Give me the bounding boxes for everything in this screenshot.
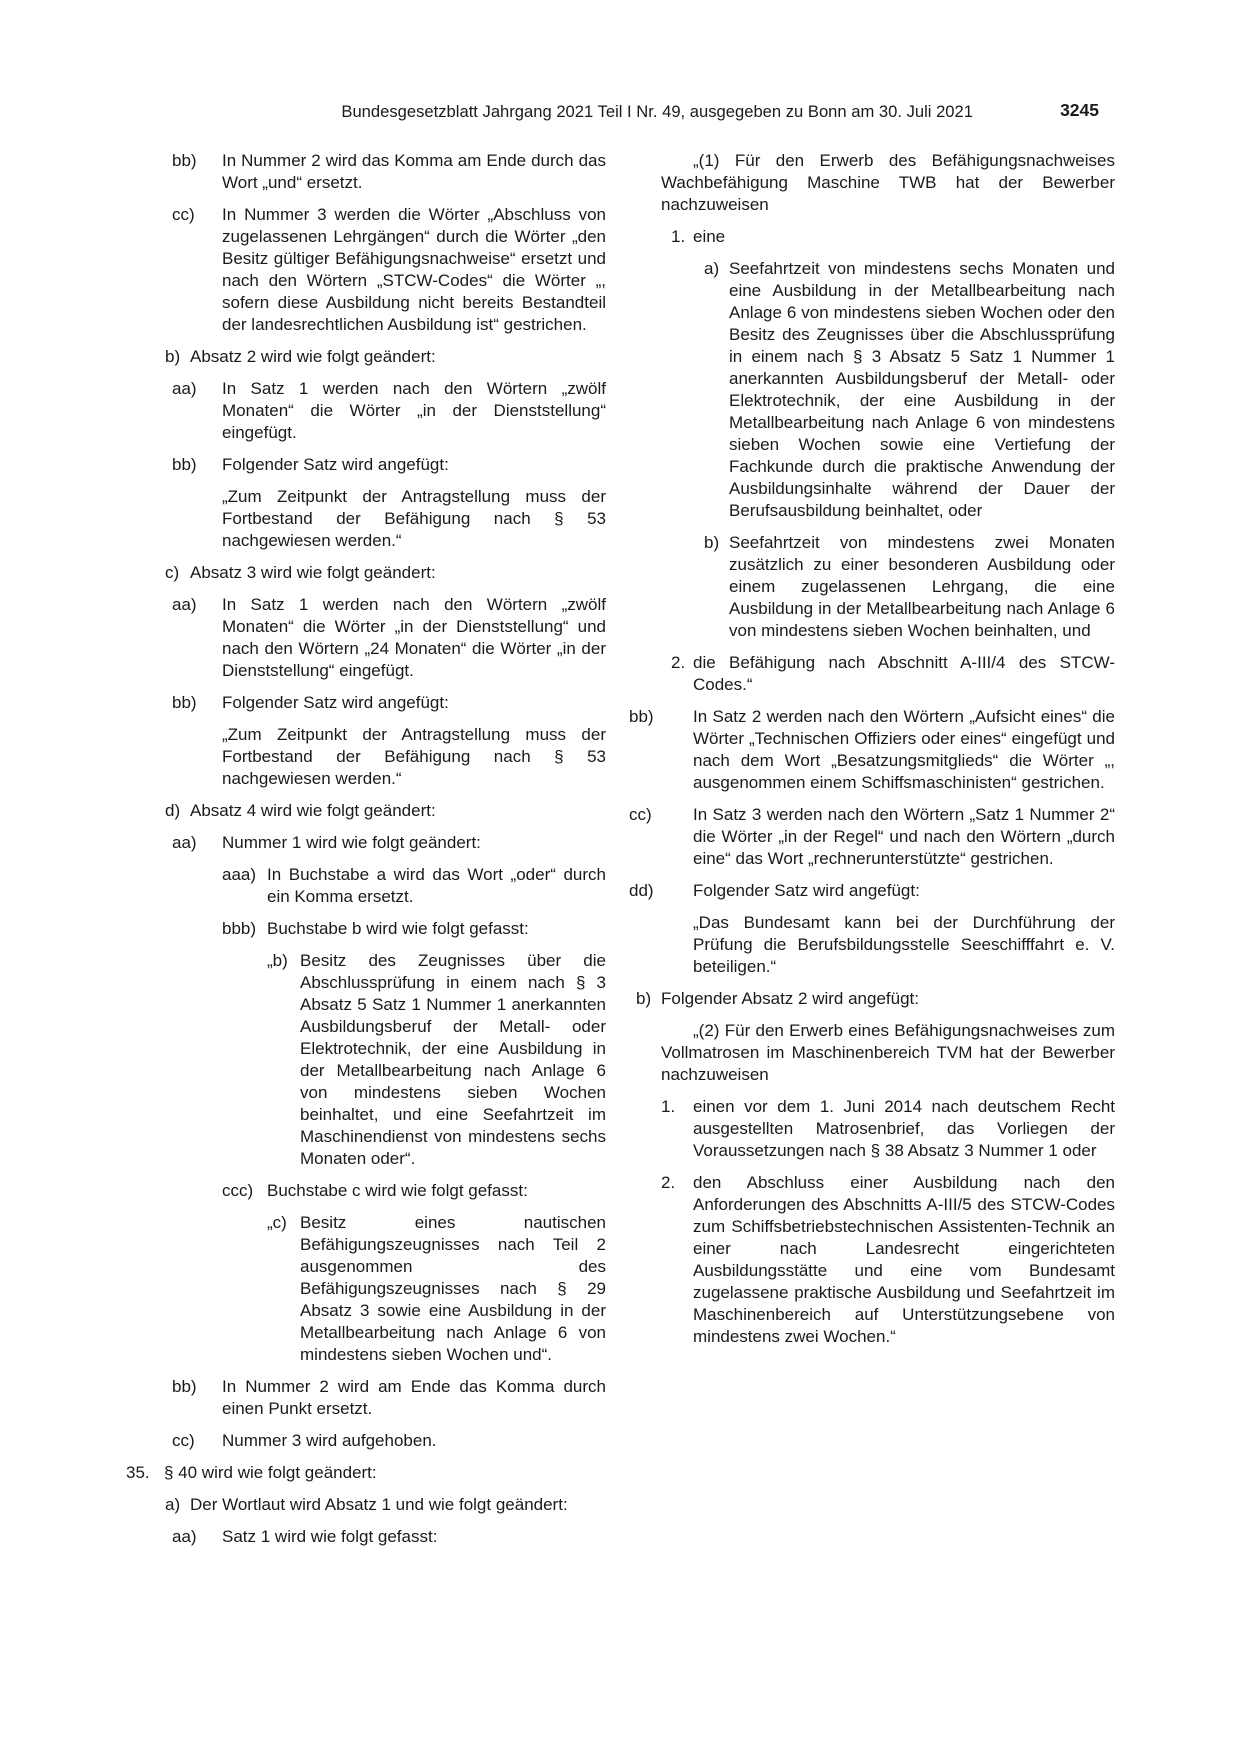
item-label: 35. (126, 1463, 150, 1482)
quoted-text: „Zum Zeitpunkt der Antragstellung muss der Fortbestand der Befähigung nach § 53 nachgewiesen werden.“ (222, 725, 606, 788)
page-header (0, 99, 1241, 123)
item-label: bb) (629, 707, 654, 726)
item-label: 1. (671, 227, 686, 246)
item-text: § 40 wird wie folgt geändert: (164, 1463, 377, 1482)
list-item (126, 1180, 606, 1202)
list-item (126, 864, 606, 908)
item-text: In Satz 1 werden nach den Wörtern „zwölf Monaten“ die Wörter „in der Dienststellung“ und nach den Wörtern „24 Monaten“ die Wörter „in der Dienststellung“ eingefügt. (222, 595, 606, 680)
list-item (661, 1096, 1115, 1162)
list-item (126, 454, 606, 476)
item-text: Nummer 3 wird aufgehoben. (222, 1431, 437, 1450)
list-item (126, 1494, 606, 1516)
item-text: Seefahrtzeit von mindestens sechs Monaten und eine Ausbildung in der Metallbearbeitung nach Anlage 6 von mindestens sieben Wochen oder den Besitz des Zeugnisses über die Abschlussprüfung in einem nach § 3 Absatz 5 Satz 1 Nummer 1 anerkannten Ausbildungsberuf der Metall- oder Elektrotechnik, der eine Ausbildung in der Metallbearbeitung nach Anlage 6 von mindestens sieben Wochen sowie eine Vertiefung der Fachkunde durch die praktische Anwendung der Ausbildungsinhalte während der Dauer der Berufsausbildung beinhaltet, oder (729, 259, 1115, 520)
item-label: aa) (172, 379, 197, 398)
item-text: Nummer 1 wird wie folgt geändert: (222, 833, 481, 852)
item-label: a) (704, 259, 720, 278)
item-text: den Abschluss einer Ausbildung nach den Anforderungen des Abschnitts A-III/5 des STCW-Codes zum Schiffsbetriebstechnischen Assistenten-Technik an einer nach Landesrecht eingerichteten Ausbildungsstätte und eine vom Bundesamt zugelassene praktische Ausbildung und Seefahrtzeit im Maschinenbereich auf Unterstützungsebene von mindestens zwei Wochen.“ (693, 1173, 1115, 1346)
item-text: Besitz eines nautischen Befähigungszeugnisses nach Teil 2 ausgenommen des Befähigungszeugnisses nach § 29 Absatz 3 sowie eine Ausbildung in der Metallbearbeitung nach Anlage 6 von mindestens sieben Wochen und“. (300, 1213, 606, 1364)
item-text: Absatz 3 wird wie folgt geändert: (190, 563, 436, 582)
item-text: In Nummer 3 werden die Wörter „Abschluss von zugelassenen Lehrgängen“ durch die Wörter „den Besitz gültiger Befähigungsnachweise“ ersetzt und nach den Wörtern „STCW-Codes“ die Wörter „, sofern diese Ausbildung nicht bereits Bestandteil der landesrechtlichen Ausbildung ist“ gestrichen. (222, 205, 606, 334)
list-item (126, 562, 606, 584)
item-text: Folgender Satz wird angefügt: (222, 693, 449, 712)
item-label: dd) (629, 881, 654, 900)
item-label: cc) (172, 1431, 195, 1450)
item-text: einen vor dem 1. Juni 2014 nach deutschem Recht ausgestellten Matrosenbrief, das Vorliegen der Voraussetzungen nach § 38 Absatz 3 Nummer 1 oder (693, 1097, 1115, 1160)
item-text: eine (693, 227, 726, 246)
item-text: In Satz 1 werden nach den Wörtern „zwölf Monaten“ die Wörter „in der Dienststellung“ eingefügt. (222, 379, 606, 442)
item-text: In Nummer 2 wird am Ende das Komma durch einen Punkt ersetzt. (222, 1377, 606, 1418)
quoted-text: „Zum Zeitpunkt der Antragstellung muss der Fortbestand der Befähigung nach § 53 nachgewiesen werden.“ (222, 487, 606, 550)
list-item (126, 594, 606, 682)
item-label: bb) (172, 693, 197, 712)
item-label: cc) (172, 205, 195, 224)
item-text: Absatz 4 wird wie folgt geändert: (190, 801, 436, 820)
list-item (126, 150, 606, 194)
item-label: cc) (629, 805, 652, 824)
list-item (126, 1376, 606, 1420)
item-text: Besitz des Zeugnisses über die Abschlussprüfung in einem nach § 3 Absatz 5 Satz 1 Nummer 1 anerkannten Ausbildungsberuf der Metall- oder Elektrotechnik, der eine Ausbildung in der Metallbearbeitung nach Anlage 6 von mindestens sieben Wochen beinhaltet, und eine Seefahrtzeit im Maschinendienst von mindestens sechs Monaten oder“. (300, 951, 606, 1168)
list-item (126, 918, 606, 940)
item-label: aa) (172, 1527, 197, 1546)
list-item (126, 1430, 606, 1452)
page-number: 3245 (1060, 100, 1099, 120)
list-item (126, 378, 606, 444)
item-label: bbb) (222, 919, 257, 938)
item-text: In Nummer 2 wird das Komma am Ende durch das Wort „und“ ersetzt. (222, 151, 606, 192)
list-item (661, 258, 1115, 522)
list-item (661, 652, 1115, 696)
item-label: a) (165, 1495, 181, 1514)
item-label: d) (165, 801, 181, 820)
item-label: c) (165, 563, 180, 582)
item-text: Absatz 2 wird wie folgt geändert: (190, 347, 436, 366)
list-item (629, 706, 1115, 794)
item-text: Folgender Satz wird angefügt: (222, 455, 449, 474)
item-text: In Satz 3 werden nach den Wörtern „Satz 1 Nummer 2“ die Wörter „in der Regel“ und nach den Wörtern „durch eine“ das Wort „rechnerunterstützte“ gestrichen. (693, 805, 1115, 868)
item-label: „c) (267, 1213, 287, 1232)
item-label: 2. (661, 1173, 676, 1192)
list-item (629, 880, 1115, 902)
quoted-text: „(2) Für den Erwerb eines Befähigungsnachweises zum Vollmatrosen im Maschinenbereich TVM hat der Bewerber nachzuweisen (661, 1021, 1115, 1084)
item-label: aa) (172, 833, 197, 852)
item-label: bb) (172, 1377, 197, 1396)
item-text: In Buchstabe a wird das Wort „oder“ durch ein Komma ersetzt. (267, 865, 606, 906)
item-text: Seefahrtzeit von mindestens zwei Monaten zusätzlich zu einer besonderen Ausbildung oder einem zugelassenen Lehrgang, die eine Ausbildung in der Metallbearbeitung nach Anlage 6 von mindestens sieben Wochen beinhalten, und (729, 533, 1115, 640)
left-column (126, 150, 606, 1558)
list-item (661, 532, 1115, 642)
item-text: Buchstabe b wird wie folgt gefasst: (267, 919, 529, 938)
item-label: „b) (267, 951, 288, 970)
header-text: Bundesgesetzblatt Jahrgang 2021 Teil I Nr. 49, ausgegeben zu Bonn am 30. Juli 2021 (341, 102, 973, 121)
list-item (126, 204, 606, 336)
item-label: b) (165, 347, 181, 366)
list-item (126, 692, 606, 714)
item-text: die Befähigung nach Abschnitt A-III/4 des STCW-Codes.“ (693, 653, 1115, 694)
item-label: 1. (661, 1097, 676, 1116)
list-item (636, 988, 1115, 1010)
right-column (629, 150, 1115, 1358)
item-text: Folgender Absatz 2 wird angefügt: (661, 989, 919, 1008)
item-text: Satz 1 wird wie folgt gefasst: (222, 1527, 438, 1546)
quoted-text: „Das Bundesamt kann bei der Durchführung der Prüfung die Berufsbildungsstelle Seeschifffahrt e. V. beteiligen.“ (693, 913, 1115, 976)
item-label: bb) (172, 455, 197, 474)
list-item (126, 346, 606, 368)
list-item (629, 804, 1115, 870)
item-label: b) (704, 533, 720, 552)
item-text: Buchstabe c wird wie folgt gefasst: (267, 1181, 528, 1200)
item-label: b) (636, 989, 652, 1008)
list-item (126, 832, 606, 854)
list-item (661, 1172, 1115, 1348)
item-label: 2. (671, 653, 686, 672)
item-text: In Satz 2 werden nach den Wörtern „Aufsicht eines“ die Wörter „Technischen Offiziers oder eines“ eingefügt und nach dem Wort „Besatzungsmitglieds“ die Wörter „, ausgenommen einem Schiffsmaschinisten“ gestrichen. (693, 707, 1115, 792)
item-text: Folgender Satz wird angefügt: (693, 881, 920, 900)
list-item (661, 226, 1115, 248)
list-item (126, 1526, 606, 1548)
item-text: Der Wortlaut wird Absatz 1 und wie folgt geändert: (190, 1495, 568, 1514)
list-item (126, 950, 606, 1170)
item-label: aaa) (222, 865, 257, 884)
item-label: aa) (172, 595, 197, 614)
list-item (126, 1462, 606, 1484)
quoted-text: „(1) Für den Erwerb des Befähigungsnachweises Wachbefähigung Maschine TWB hat der Bewerber nachzuweisen (661, 151, 1115, 214)
item-label: bb) (172, 151, 197, 170)
item-label: ccc) (222, 1181, 254, 1200)
list-item (126, 800, 606, 822)
list-item (126, 1212, 606, 1366)
